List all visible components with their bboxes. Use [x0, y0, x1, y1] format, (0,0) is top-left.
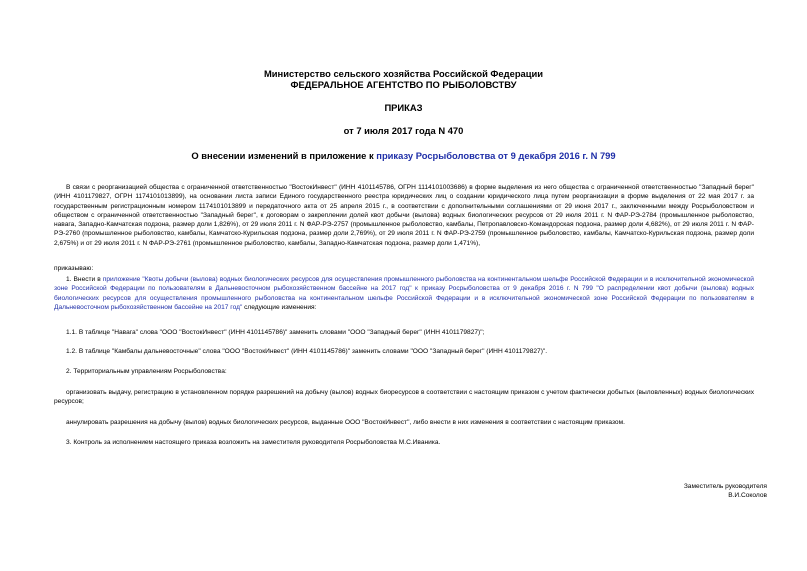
- signature-position: Заместитель руководителя: [683, 483, 767, 490]
- item-1-1-paragraph: 1.1. В таблице "Навага" слова "ООО "ВостокИнвест" (ИНН 4101145786)" заменить словами "ООО "Западный берег" (ИНН 4101179827)";: [66, 329, 485, 336]
- ordered-line: приказываю:: [54, 265, 94, 272]
- document-type: ПРИКАЗ: [384, 102, 423, 113]
- item-3-paragraph: 3. Контроль за исполнением настоящего приказа возложить на заместителя руководителя Росрыболовства М.С.Иваника.: [66, 439, 441, 446]
- item-1-prefix: 1. Внести в: [66, 276, 103, 283]
- document-title: [0, 150, 807, 161]
- signature-name: В.И.Соколов: [728, 492, 767, 499]
- intro-paragraph: В связи с реорганизацией общества с ограниченной ответственностью "ВостокИнвест" (ИНН 4101145786, ОГРН 1114101003686) в форме выделения из него общества с ограниченной ответственностью "Западный берег" (ИНН 4101179827, ОГРН 1174101013899), на основании листа записи Единого государственного реестра юридических лиц о создании юридического лица путем реорганизации в форме выделения от 22 мая 2017 г. за государственным регистрационным номером 1174101013899 и передаточного акта от 25 апреля 2015 г., в соответствии с дополнительными соглашениями от 29 июня 2017 г., заключенными между Росрыболовством и обществом с ограниченной ответственностью "Западный берег", к договорам о закреплении долей квот добычи (вылова) водных биологических ресурсов от 29 июля 2011 г. N ФАР-РЭ-2784 (промышленное рыболовство, навага, Западно-Камчатская подзона, размер доли 1,826%), от 29 июля 2011 г. N ФАР-РЭ-2757 (промышленное рыболовство, камбалы, Петропавловско-Командорская подзона, размер доли 4,682%), от 29 июля 2011 г. N ФАР-РЭ-2760 (промышленное рыболовство, камбалы, Камчатско-Курильская подзона, размер доли 2,769%), от 29 июля 2011 г. N ФАР-РЭ-2759 (промышленное рыболовство, камбалы, Камчатско-Курильская подзона, размер доли 2,675%) и от 29 июля 2011 г. N ФАР-РЭ-2761 (промышленное рыболовство, камбалы, Западно-Камчатская подзона, размер доли 1,471%),: [54, 184, 754, 247]
- document-date: от 7 июля 2017 года N 470: [343, 125, 464, 136]
- title-prefix: О внесении изменений в приложение к: [191, 150, 377, 161]
- item-1-paragraph: [54, 275, 754, 312]
- agency-name: ФЕДЕРАЛЬНОЕ АГЕНТСТВО ПО РЫБОЛОВСТВУ: [290, 79, 517, 90]
- item-2-paragraph: 2. Территориальным управлениям Росрыболовства:: [66, 368, 227, 375]
- title-order-link[interactable]: приказу Росрыболовства от 9 декабря 2016 г. N 799: [376, 150, 616, 161]
- item-1-suffix: следующие изменения:: [242, 303, 317, 311]
- item-2-cancel-paragraph: аннулировать разрешения на добычу (вылов) водных биологических ресурсов, выданные ООО "ВостокИнвест", либо внести в них изменения в соответствии с настоящим приказом.: [66, 419, 625, 426]
- ministry-name: Министерство сельского хозяйства Российской Федерации: [263, 68, 544, 79]
- appendix-link[interactable]: приложение "Квоты добычи (вылова) водных биологических ресурсов для осуществления промышленного рыболовства на континентальном шельфе Российской Федерации и в исключительной экономической зоне Российской Федерации по пользователям в Дальневосточном рыбохозяйственном бассейне на 2017 год" к приказу Росрыболовства от 9 декабря 2016 г. N 799 "О распределении квот добычи (вылова) водных биологических ресурсов для осуществления промышленного рыболовства на континентальном шельфе Российской Федерации и в исключительной экономической зоне Российской Федерации по пользователям в Дальневосточном рыбохозяйственном бассейне на 2017 год": [54, 276, 754, 311]
- item-1-2-paragraph: 1.2. В таблице "Камбалы дальневосточные" слова "ООО "ВостокИнвест" (ИНН 4101145786)" заменить словами "ООО "Западный берег" (ИНН 4101179827)".: [66, 348, 548, 355]
- item-2-organize-paragraph: организовать выдачу, регистрацию в установленном порядке разрешений на добычу (вылов) водных биоресурсов в соответствии с настоящим приказом с учетом фактически добытых (выловленных) водных биологических ресурсов;: [54, 389, 754, 406]
